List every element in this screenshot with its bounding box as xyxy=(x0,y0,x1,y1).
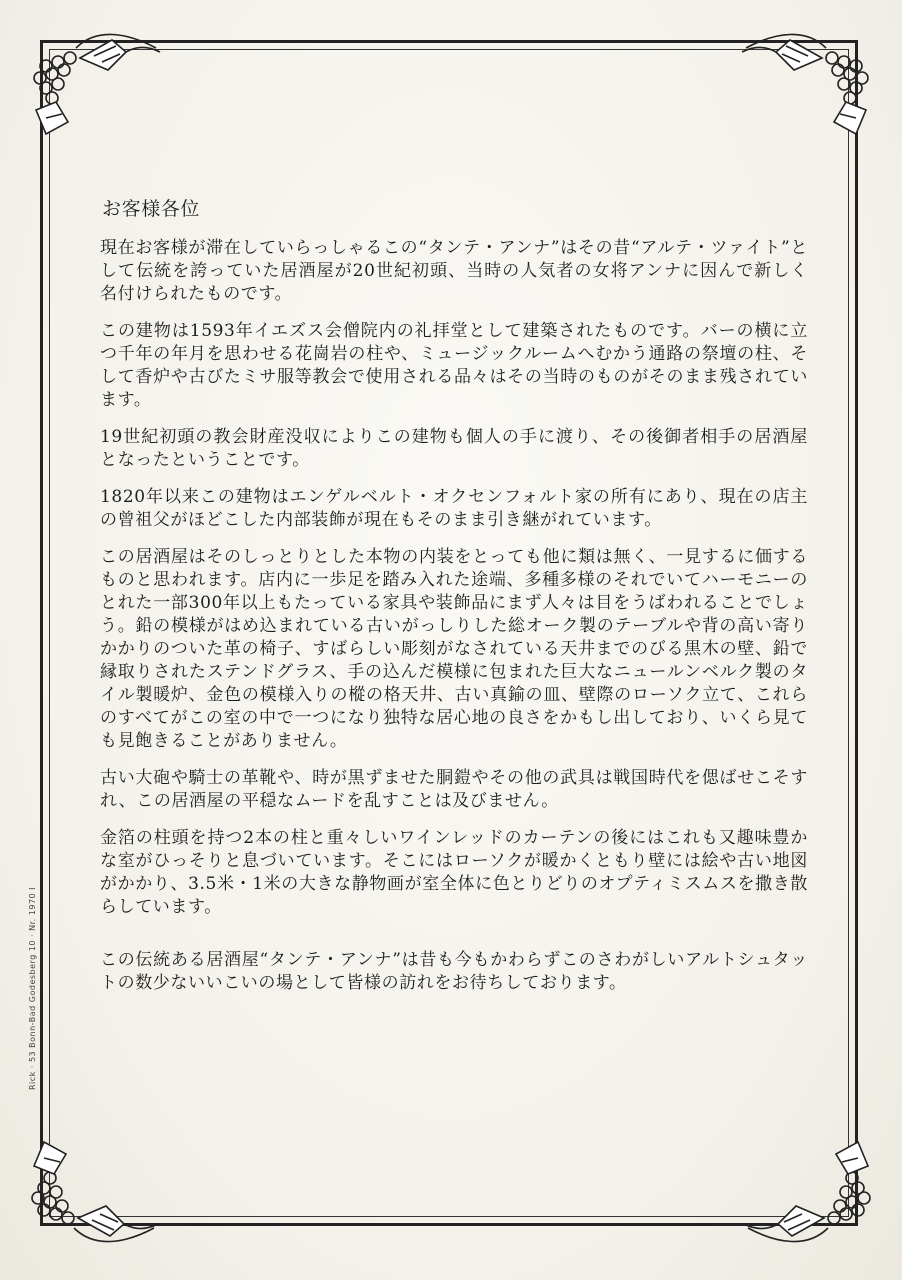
grape-vine-ornament-bottom-right xyxy=(738,1128,888,1258)
paragraph-history: 現在お客様が滞在していらっしゃるこの“タンテ・アンナ”はその昔“アルテ・ツァイト”として伝統を誇っていた居酒屋が20世紀初頭、当時の人気者の女将アンナに因んで新しく名付けられたものです。 xyxy=(100,238,808,304)
grape-vine-ornament-bottom-left xyxy=(14,1128,164,1258)
paragraph-back-room: 金箔の柱頭を持つ2本の柱と重々しいワインレッドのカーテンの後にはこれも又趣味豊かな室がひっそりと息づいています。そこにはローソクが暖かくともり壁には絵や古い地図がかかり、3.5米・1米の大きな静物画が室全体に色とりどりのオプティミスムスを撒き散らしています。 xyxy=(100,828,808,917)
paragraph-armory: 古い大砲や騎士の革靴や、時が黒ずませた胴鎧やその他の武具は戦国時代を偲ばせこそすれ、この居酒屋の平穏なムードを乱すことは及びません。 xyxy=(100,768,808,811)
paragraph-closing: この伝統ある居酒屋“タンテ・アンナ”は昔も今もかわらずこのさわがしいアルトシュタットの数少ないいこいの場として皆様の訪れをお待ちしております。 xyxy=(100,950,808,993)
paragraph-interior: この居酒屋はそのしっとりとした本物の内装をとっても他に類は無く、一見するに価するものと思われます。店内に一歩足を踏み入れた途端、多種多様のそれでいてハーモニーのとれた一部300年以上もたっている家具や装飾品にまず人々は目をうばわれることでしょう。鉛の模様がはめ込まれている古いがっしりした総オーク製のテーブルや背の高い寄りかかりのついた革の椅子、すばらしい彫刻がなされている天井までのびる黒木の壁、鉛で縁取りされたステンドグラス、手の込んだ模様に包まれた巨大なニュールンベルク製のタイル製暖炉、金色の模様入りの樅の格天井、古い真鍮の皿、壁際のローソク立て、これらのすべてがこの室の中で一つになり独特な居心地の良さをかもし出しており、いくら見ても見飽きることがありません。 xyxy=(100,547,808,751)
grape-vine-ornament-top-left xyxy=(16,18,166,148)
printer-mark: Rick · 53 Bonn-Bad Godesberg 10 · Nr. 1970 I xyxy=(28,886,37,1090)
letter-body xyxy=(100,198,808,1009)
paragraph-building: この建物は1593年イエズス会僧院内の礼拝堂として建築されたものです。バーの横に立つ千年の年月を思わせる花崗岩の柱や、ミュージックルームへむかう通路の祭壇の柱、そして香炉や古びたミサ服等教会で使用される品々はその当時のものがそのまま残されています。 xyxy=(100,321,808,410)
grape-vine-ornament-top-right xyxy=(736,18,886,148)
paragraph-ownership: 1820年以来この建物はエンゲルベルト・オクセンフォルト家の所有にあり、現在の店主の曾祖父がほどこした内部装飾が現在もそのまま引き継がれています。 xyxy=(100,487,808,530)
paragraph-secularization: 19世紀初頭の教会財産没収によりこの建物も個人の手に渡り、その後御者相手の居酒屋となったということです。 xyxy=(100,427,808,470)
salutation: お客様各位 xyxy=(102,198,201,220)
